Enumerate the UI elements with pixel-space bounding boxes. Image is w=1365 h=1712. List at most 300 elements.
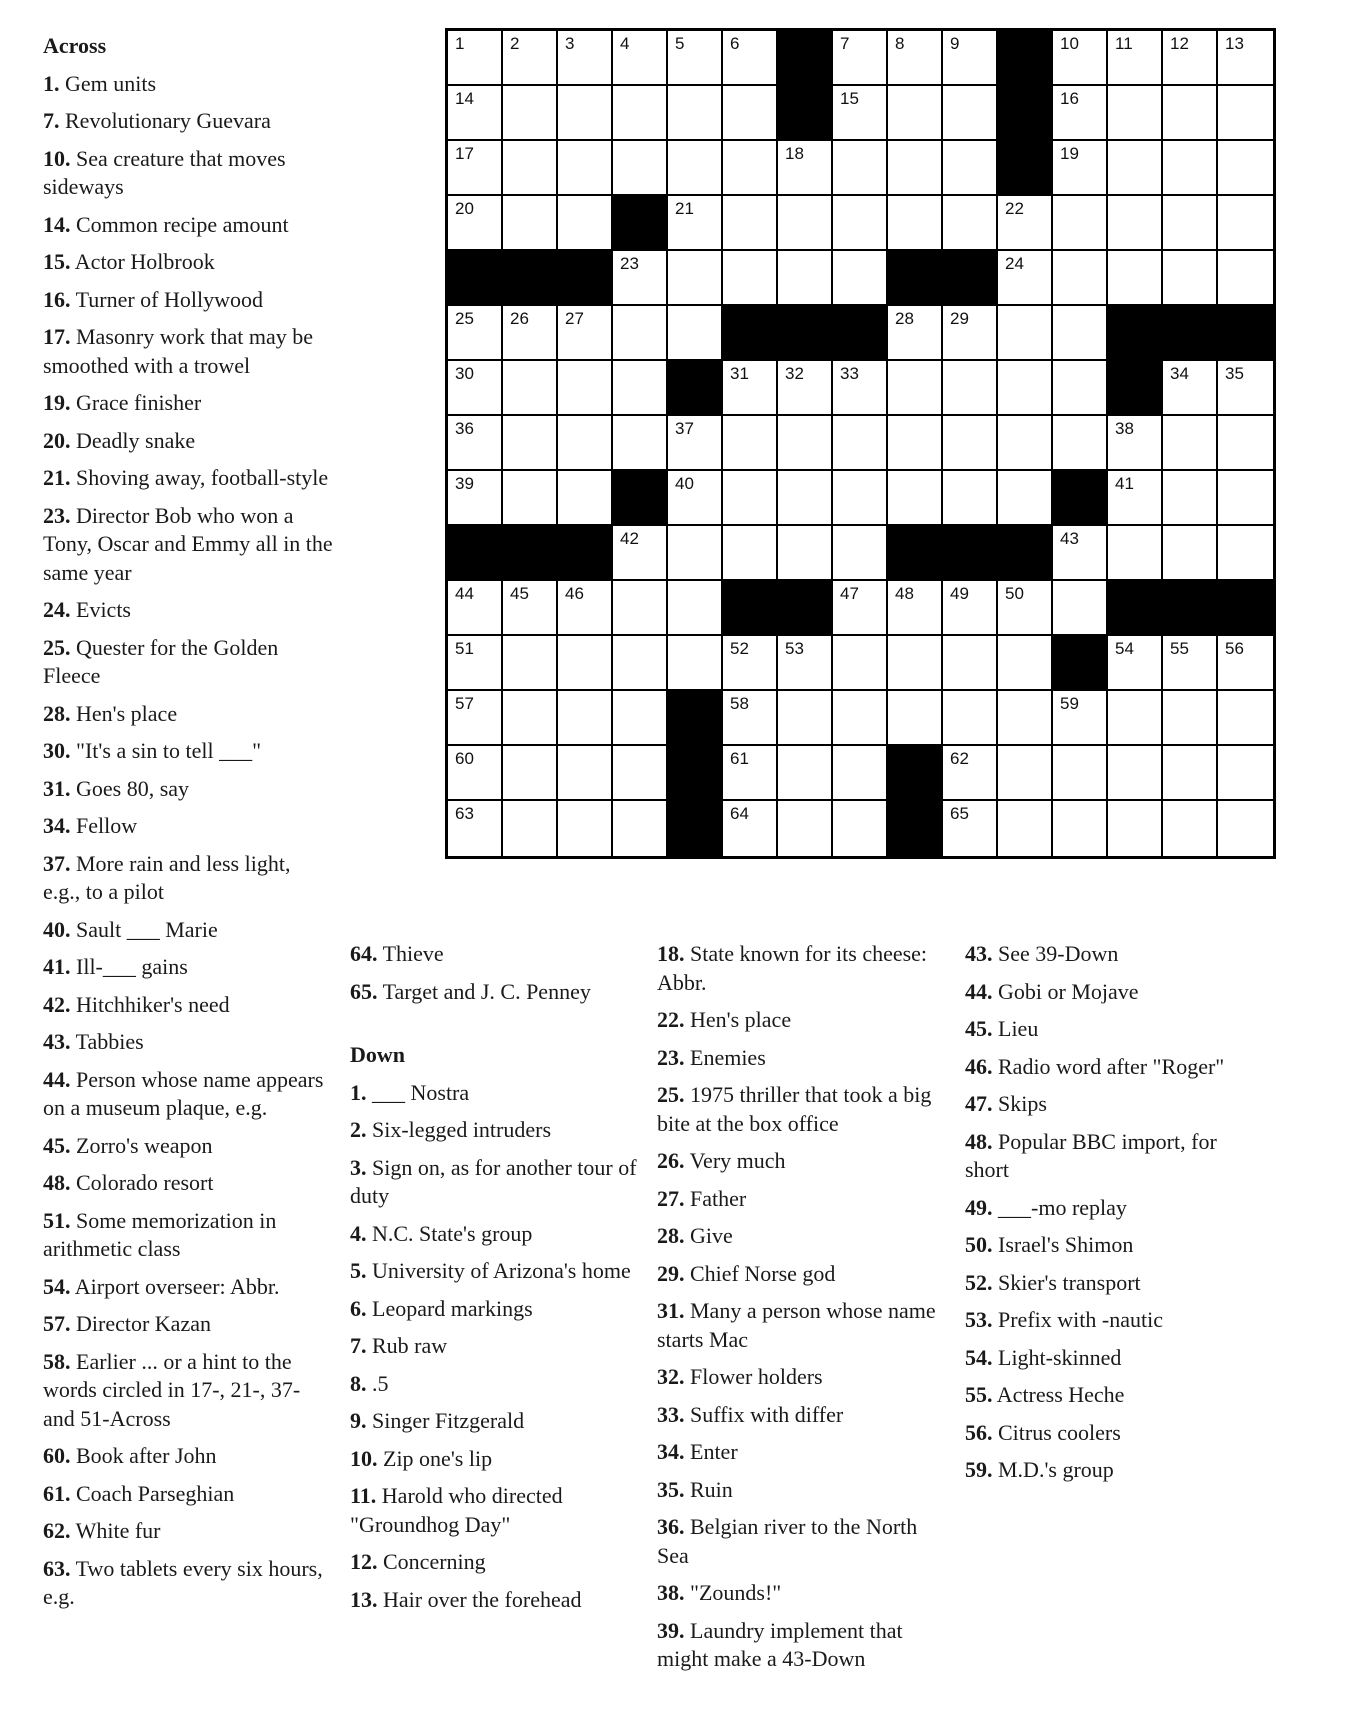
grid-cell[interactable]: [503, 416, 558, 471]
clue-number: 41.: [43, 954, 71, 979]
grid-cell[interactable]: [778, 416, 833, 471]
clue-item: [43, 211, 333, 240]
grid-cell[interactable]: [1053, 416, 1108, 471]
black-square: [1108, 581, 1163, 636]
clue-item: [657, 1222, 947, 1251]
grid-cell[interactable]: [448, 746, 503, 801]
grid-cell[interactable]: [833, 691, 888, 746]
clue-item: [965, 1194, 1255, 1223]
clue-item: [350, 1370, 640, 1399]
grid-cell[interactable]: [558, 636, 613, 691]
black-square: [448, 526, 503, 581]
grid-cell[interactable]: [668, 471, 723, 526]
grid-cell[interactable]: [558, 581, 613, 636]
grid-cell[interactable]: [1163, 636, 1218, 691]
grid-cell[interactable]: [778, 196, 833, 251]
grid-cell[interactable]: [998, 581, 1053, 636]
cell-number: 24: [1005, 254, 1024, 273]
grid-cell[interactable]: [833, 86, 888, 141]
grid-cell[interactable]: [503, 141, 558, 196]
grid-cell[interactable]: [503, 471, 558, 526]
grid-cell[interactable]: [1108, 746, 1163, 801]
clue-number: 47.: [965, 1091, 993, 1116]
grid-cell[interactable]: [668, 306, 723, 361]
grid-cell[interactable]: [1218, 416, 1273, 471]
grid-cell[interactable]: [613, 86, 668, 141]
grid-cell[interactable]: [1108, 196, 1163, 251]
grid-cell[interactable]: [1163, 251, 1218, 306]
grid-cell[interactable]: [833, 526, 888, 581]
grid-cell[interactable]: [668, 581, 723, 636]
clue-column-3: [657, 940, 947, 1683]
grid-cell[interactable]: [1163, 471, 1218, 526]
grid-cell[interactable]: [1108, 416, 1163, 471]
cell-number: 55: [1170, 639, 1189, 658]
grid-cell[interactable]: [613, 306, 668, 361]
grid-cell[interactable]: [1218, 196, 1273, 251]
clue-text: ___ Nostra: [366, 1079, 470, 1105]
clue-item: [965, 1306, 1255, 1335]
black-square: [668, 801, 723, 856]
grid-cell[interactable]: [558, 361, 613, 416]
grid-cell[interactable]: [943, 361, 998, 416]
grid-cell[interactable]: [943, 141, 998, 196]
grid-cell[interactable]: [1218, 746, 1273, 801]
grid-cell[interactable]: [558, 141, 613, 196]
clue-item: [43, 286, 333, 315]
clue-text: Some memorization in arithmetic class: [43, 1207, 277, 1261]
clue-text: Ruin: [684, 1476, 733, 1502]
grid-cell[interactable]: [1108, 691, 1163, 746]
grid-cell[interactable]: [943, 746, 998, 801]
grid-cell[interactable]: [613, 801, 668, 856]
clue-text: .5: [366, 1370, 389, 1396]
grid-cell[interactable]: [1108, 86, 1163, 141]
clue-item: [43, 107, 333, 136]
grid-cell[interactable]: [943, 636, 998, 691]
grid-cell[interactable]: [943, 471, 998, 526]
grid-cell[interactable]: [723, 746, 778, 801]
grid-cell[interactable]: [943, 691, 998, 746]
black-square: [778, 31, 833, 86]
grid-cell[interactable]: [723, 801, 778, 856]
grid-cell[interactable]: [668, 86, 723, 141]
grid-cell[interactable]: [943, 86, 998, 141]
clue-text: Coach Parseghian: [70, 1480, 235, 1506]
grid-cell[interactable]: [1163, 361, 1218, 416]
grid-cell[interactable]: [448, 141, 503, 196]
grid-cell[interactable]: [613, 581, 668, 636]
black-square: [1053, 471, 1108, 526]
grid-cell[interactable]: [778, 801, 833, 856]
clue-item: [657, 1006, 947, 1035]
grid-cell[interactable]: [1108, 251, 1163, 306]
clue-number: 21.: [43, 465, 71, 490]
grid-cell[interactable]: [448, 471, 503, 526]
grid-cell[interactable]: [1053, 691, 1108, 746]
clue-item: [965, 1231, 1255, 1260]
clue-number: 18.: [657, 941, 685, 966]
grid-cell[interactable]: [778, 636, 833, 691]
cell-number: 36: [455, 419, 474, 438]
grid-cell[interactable]: [1218, 801, 1273, 856]
clue-item: [350, 1407, 640, 1436]
grid-cell[interactable]: [1053, 86, 1108, 141]
grid-cell[interactable]: [558, 196, 613, 251]
clue-text: Hair over the forehead: [377, 1586, 582, 1612]
grid-cell[interactable]: [503, 746, 558, 801]
clue-text: More rain and less light, e.g., to a pilot: [43, 850, 291, 904]
grid-cell[interactable]: [558, 416, 613, 471]
grid-cell[interactable]: [833, 581, 888, 636]
clue-text: Sault ___ Marie: [70, 916, 218, 942]
clue-text: Flower holders: [684, 1364, 823, 1389]
grid-cell[interactable]: [668, 141, 723, 196]
clue-number: 8.: [350, 1370, 367, 1396]
grid-cell[interactable]: [888, 636, 943, 691]
grid-cell[interactable]: [833, 196, 888, 251]
clue-number: 16.: [43, 286, 71, 312]
grid-cell[interactable]: [723, 251, 778, 306]
grid-cell[interactable]: [613, 141, 668, 196]
grid-cell[interactable]: [613, 31, 668, 86]
clue-text: Evicts: [70, 597, 131, 622]
grid-cell[interactable]: [558, 31, 613, 86]
grid-cell[interactable]: [723, 691, 778, 746]
clue-number: 45.: [965, 1016, 993, 1041]
grid-cell[interactable]: [668, 31, 723, 86]
grid-cell[interactable]: [613, 416, 668, 471]
grid-cell[interactable]: [558, 801, 613, 856]
grid-cell[interactable]: [888, 141, 943, 196]
grid-cell[interactable]: [558, 306, 613, 361]
grid-cell[interactable]: [1108, 801, 1163, 856]
down-clue-list: [350, 1079, 640, 1615]
grid-cell[interactable]: [998, 251, 1053, 306]
grid-cell[interactable]: [723, 196, 778, 251]
clue-number: 63.: [43, 1555, 71, 1581]
grid-cell[interactable]: [998, 636, 1053, 691]
grid-cell[interactable]: [613, 361, 668, 416]
grid-cell[interactable]: [1053, 526, 1108, 581]
grid-cell[interactable]: [448, 416, 503, 471]
clue-text: Person whose name appears on a museum plaque, e.g.: [43, 1066, 324, 1120]
grid-cell[interactable]: [503, 581, 558, 636]
black-square: [778, 86, 833, 141]
clue-text: Leopard markings: [366, 1295, 533, 1321]
grid-cell[interactable]: [503, 86, 558, 141]
grid-cell[interactable]: [998, 306, 1053, 361]
grid-cell[interactable]: [668, 416, 723, 471]
clue-text: Fellow: [70, 813, 138, 838]
grid-cell[interactable]: [613, 636, 668, 691]
grid-cell[interactable]: [888, 471, 943, 526]
grid-cell[interactable]: [503, 306, 558, 361]
clue-item: [43, 1480, 333, 1509]
grid-cell[interactable]: [778, 746, 833, 801]
grid-cell[interactable]: [1218, 31, 1273, 86]
grid-cell[interactable]: [778, 471, 833, 526]
grid-cell[interactable]: [888, 306, 943, 361]
grid-cell[interactable]: [1053, 746, 1108, 801]
black-square: [778, 306, 833, 361]
grid-cell[interactable]: [448, 86, 503, 141]
grid-cell[interactable]: [1108, 636, 1163, 691]
grid-cell[interactable]: [1218, 471, 1273, 526]
clue-item: [350, 1332, 640, 1361]
clue-number: 32.: [657, 1364, 685, 1389]
grid-cell[interactable]: [1108, 526, 1163, 581]
grid-cell[interactable]: [723, 416, 778, 471]
cell-number: 46: [565, 584, 584, 603]
grid-cell[interactable]: [1163, 526, 1218, 581]
grid-cell[interactable]: [668, 636, 723, 691]
clue-number: 42.: [43, 991, 71, 1017]
clue-number: 38.: [657, 1580, 685, 1605]
clue-item: [43, 1273, 333, 1302]
clue-item: [657, 1185, 947, 1214]
grid-cell[interactable]: [613, 746, 668, 801]
clue-item: [350, 940, 640, 969]
grid-cell[interactable]: [833, 251, 888, 306]
grid-cell[interactable]: [943, 306, 998, 361]
grid-cell[interactable]: [1163, 141, 1218, 196]
cell-number: 49: [950, 584, 969, 603]
clue-text: Popular BBC import, for short: [965, 1128, 1217, 1182]
clue-text: Give: [684, 1223, 733, 1248]
grid-cell[interactable]: [1108, 31, 1163, 86]
cell-number: 13: [1225, 34, 1244, 53]
clue-text: Suffix with differ: [684, 1401, 844, 1427]
clue-text: Sign on, as for another tour of duty: [350, 1154, 637, 1208]
grid-cell[interactable]: [888, 581, 943, 636]
cell-number: 58: [730, 694, 749, 713]
grid-cell[interactable]: [833, 416, 888, 471]
grid-cell[interactable]: [448, 801, 503, 856]
cell-number: 37: [675, 419, 694, 438]
grid-cell[interactable]: [888, 31, 943, 86]
clue-text: Sea creature that moves sideways: [43, 145, 286, 199]
grid-cell[interactable]: [998, 801, 1053, 856]
grid-cell[interactable]: [833, 801, 888, 856]
clue-number: 9.: [350, 1408, 367, 1433]
grid-cell[interactable]: [998, 416, 1053, 471]
grid-cell[interactable]: [943, 801, 998, 856]
grid-cell[interactable]: [503, 196, 558, 251]
grid-cell[interactable]: [943, 31, 998, 86]
grid-cell[interactable]: [998, 196, 1053, 251]
clue-number: 23.: [43, 502, 71, 528]
grid-cell[interactable]: [558, 86, 613, 141]
clue-text: Ill-___ gains: [70, 954, 188, 979]
grid-cell[interactable]: [1218, 636, 1273, 691]
grid-cell[interactable]: [1163, 801, 1218, 856]
clue-item: [657, 1617, 947, 1674]
grid-cell[interactable]: [723, 526, 778, 581]
grid-cell[interactable]: [723, 361, 778, 416]
grid-cell[interactable]: [613, 526, 668, 581]
grid-cell[interactable]: [833, 471, 888, 526]
grid-cell[interactable]: [1163, 416, 1218, 471]
clue-column-2: [350, 940, 640, 1623]
grid-cell[interactable]: [833, 141, 888, 196]
grid-cell[interactable]: [1163, 691, 1218, 746]
clue-item: [350, 978, 640, 1007]
grid-cell[interactable]: [558, 746, 613, 801]
cell-number: 31: [730, 364, 749, 383]
clue-number: 43.: [43, 1029, 71, 1054]
clue-number: 46.: [965, 1053, 993, 1079]
grid-cell[interactable]: [1163, 31, 1218, 86]
grid-cell[interactable]: [1053, 306, 1108, 361]
grid-cell[interactable]: [943, 416, 998, 471]
grid-cell[interactable]: [833, 31, 888, 86]
grid-cell[interactable]: [943, 581, 998, 636]
grid-cell[interactable]: [833, 361, 888, 416]
grid-cell[interactable]: [448, 636, 503, 691]
grid-cell[interactable]: [888, 196, 943, 251]
cell-number: 16: [1060, 89, 1079, 108]
grid-cell[interactable]: [503, 691, 558, 746]
grid-cell[interactable]: [723, 31, 778, 86]
clue-text: Belgian river to the North Sea: [657, 1514, 918, 1568]
clue-item: [657, 1579, 947, 1608]
grid-cell[interactable]: [558, 471, 613, 526]
grid-cell[interactable]: [1218, 526, 1273, 581]
clue-item: [43, 596, 333, 625]
grid-cell[interactable]: [1218, 691, 1273, 746]
grid-cell[interactable]: [1053, 196, 1108, 251]
clue-item: [657, 1044, 947, 1073]
clue-item: [965, 1269, 1255, 1298]
grid-cell[interactable]: [723, 471, 778, 526]
grid-cell[interactable]: [1163, 86, 1218, 141]
grid-cell[interactable]: [1053, 801, 1108, 856]
clue-item: [965, 1053, 1255, 1082]
grid-cell[interactable]: [998, 471, 1053, 526]
black-square: [833, 306, 888, 361]
grid-cell[interactable]: [1163, 746, 1218, 801]
grid-cell[interactable]: [668, 196, 723, 251]
grid-cell[interactable]: [1053, 361, 1108, 416]
cell-number: 43: [1060, 529, 1079, 548]
grid-cell[interactable]: [448, 196, 503, 251]
grid-cell[interactable]: [1053, 251, 1108, 306]
grid-cell[interactable]: [888, 86, 943, 141]
clue-item: [350, 1220, 640, 1249]
grid-cell[interactable]: [778, 361, 833, 416]
grid-cell[interactable]: [833, 746, 888, 801]
clue-number: 31.: [657, 1298, 685, 1323]
clue-text: "Zounds!": [684, 1580, 782, 1605]
cell-number: 33: [840, 364, 859, 383]
clue-number: 45.: [43, 1132, 71, 1158]
grid-cell[interactable]: [723, 141, 778, 196]
cell-number: 57: [455, 694, 474, 713]
grid-cell[interactable]: [778, 251, 833, 306]
cell-number: 35: [1225, 364, 1244, 383]
grid-cell[interactable]: [998, 746, 1053, 801]
grid-cell[interactable]: [668, 251, 723, 306]
clue-number: 7.: [350, 1333, 367, 1358]
grid-cell[interactable]: [1218, 361, 1273, 416]
grid-cell[interactable]: [503, 801, 558, 856]
grid-cell[interactable]: [1053, 581, 1108, 636]
grid-cell[interactable]: [448, 306, 503, 361]
grid-cell[interactable]: [1218, 251, 1273, 306]
grid-cell[interactable]: [1108, 471, 1163, 526]
grid-cell[interactable]: [558, 691, 613, 746]
grid-cell[interactable]: [503, 361, 558, 416]
grid-cell[interactable]: [613, 251, 668, 306]
clue-text: Enemies: [684, 1044, 766, 1070]
clue-number: 1.: [43, 70, 60, 96]
grid-cell[interactable]: [1053, 31, 1108, 86]
grid-cell[interactable]: [888, 416, 943, 471]
clue-item: [657, 1147, 947, 1176]
clue-text: 1975 thriller that took a big bite at the box office: [657, 1082, 932, 1136]
cell-number: 54: [1115, 639, 1134, 658]
grid-cell[interactable]: [778, 141, 833, 196]
grid-cell[interactable]: [1108, 141, 1163, 196]
clue-item: [43, 323, 333, 380]
grid-cell[interactable]: [888, 691, 943, 746]
crossword-grid: [445, 28, 1276, 859]
grid-cell[interactable]: [778, 526, 833, 581]
cell-number: 19: [1060, 144, 1079, 163]
cell-number: 30: [455, 364, 474, 383]
clue-item: [43, 1517, 333, 1546]
clue-text: Hen's place: [70, 700, 178, 726]
cell-number: 65: [950, 804, 969, 823]
cell-number: 14: [455, 89, 474, 108]
clue-item: [43, 850, 333, 907]
grid-cell[interactable]: [1218, 86, 1273, 141]
grid-cell[interactable]: [723, 636, 778, 691]
grid-cell[interactable]: [668, 526, 723, 581]
grid-cell[interactable]: [503, 636, 558, 691]
clue-text: Very much: [684, 1148, 786, 1173]
grid-cell[interactable]: [503, 31, 558, 86]
grid-cell[interactable]: [1053, 141, 1108, 196]
grid-cell[interactable]: [778, 691, 833, 746]
cell-number: 45: [510, 584, 529, 603]
grid-cell[interactable]: [448, 361, 503, 416]
clue-item: [657, 1401, 947, 1430]
grid-cell[interactable]: [888, 361, 943, 416]
grid-cell[interactable]: [943, 196, 998, 251]
grid-cell[interactable]: [833, 636, 888, 691]
cell-number: 50: [1005, 584, 1024, 603]
grid-cell[interactable]: [1163, 196, 1218, 251]
grid-cell[interactable]: [448, 31, 503, 86]
grid-cell[interactable]: [723, 86, 778, 141]
black-square: [998, 86, 1053, 141]
clue-text: Gobi or Mojave: [992, 978, 1139, 1004]
grid-cell[interactable]: [448, 691, 503, 746]
cell-number: 15: [840, 89, 859, 108]
grid-cell[interactable]: [998, 361, 1053, 416]
clue-number: 48.: [965, 1128, 993, 1154]
cell-number: 23: [620, 254, 639, 273]
grid-cell[interactable]: [998, 691, 1053, 746]
grid-cell[interactable]: [1218, 141, 1273, 196]
grid-cell[interactable]: [613, 691, 668, 746]
black-square: [503, 526, 558, 581]
cell-number: 47: [840, 584, 859, 603]
grid-cell[interactable]: [448, 581, 503, 636]
black-square: [1163, 581, 1218, 636]
